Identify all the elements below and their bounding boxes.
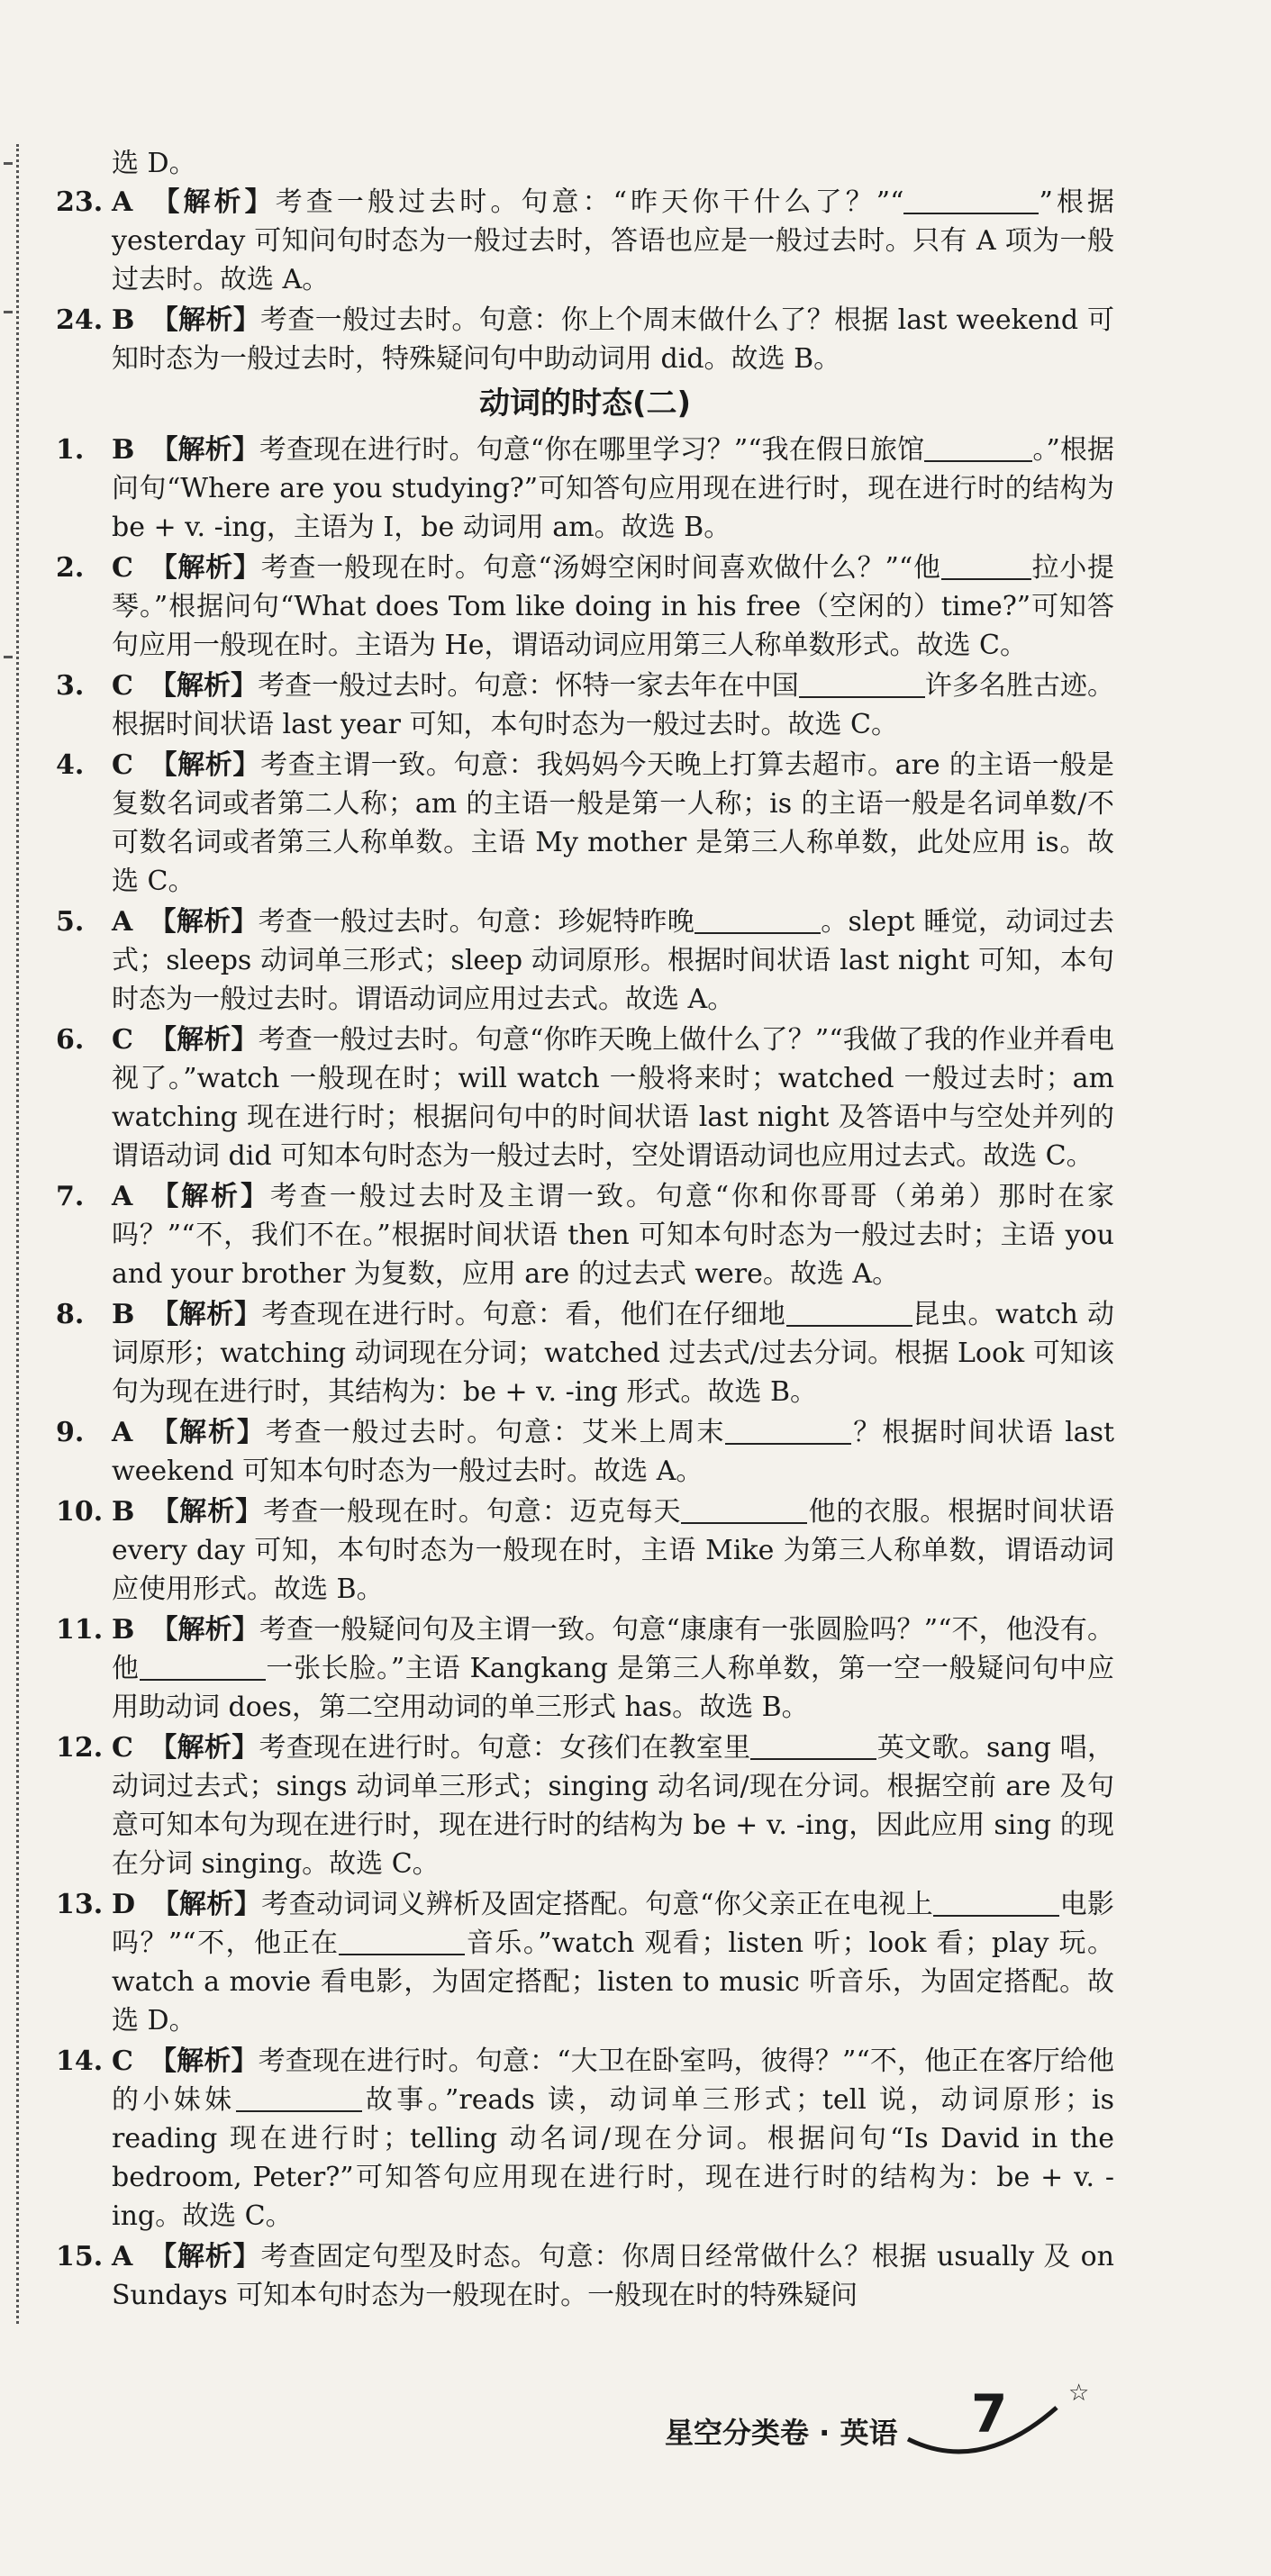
explanation-item xyxy=(56,549,1114,665)
item-number: 24. xyxy=(56,304,104,336)
section-items xyxy=(56,431,1114,2315)
item-body xyxy=(112,2042,1114,2236)
answer-letter: B xyxy=(112,1299,135,1330)
star-icon: ☆ xyxy=(1068,2380,1090,2407)
explanation-item xyxy=(56,1177,1114,1293)
fill-in-blank xyxy=(339,1928,465,1955)
item-number: 5. xyxy=(56,906,85,938)
explanation-text: 考查一般现在时。句意：迈克每天 xyxy=(263,1496,682,1528)
explanation-text: 考查主谓一致。句意：我妈妈今天晚上打算去超市。are 的主语一般是复数名词或者第二人称；am 的主语一般是第一人称；is 的主语一般是名词单数/不可数名词或者第三人称单数。主语 My mother 是第三人称单数，此处应用 is。故选 C。 xyxy=(112,749,1114,897)
explanation-text: 考查一般过去时。句意“你昨天晚上做什么了？”“我做了我的作业并看电视了。”watch 一般现在时；will watch 一般将来时；watched 一般过去时；am watching 现在进行时；根据问句中的时间状语 last night 及答语中与空处并列的谓语动词 did 可知本句时态为一般过去时，空处谓语动词也应用过去式。故选 C。 xyxy=(112,1024,1115,1172)
explanation-text: 考查动词词义辨析及固定搭配。句意“你父亲正在电视上 xyxy=(261,1889,934,1920)
analysis-tag: 【解析】 xyxy=(150,304,261,336)
analysis-tag: 【解析】 xyxy=(149,1732,259,1764)
answer-letter: A xyxy=(112,906,133,938)
explanation-item xyxy=(56,1492,1114,1609)
analysis-tag: 【解析】 xyxy=(151,1889,262,1920)
explanation-text: 考查现在进行时。句意：女孩们在教室里 xyxy=(259,1732,751,1764)
section-heading: 动词的时态(二) xyxy=(478,385,692,422)
fill-in-blank xyxy=(140,1654,266,1681)
explanation-text: 考查一般过去时及主谓一致。句意“你和你哥哥（弟弟）那时在家吗？”“不，我们不在。”根据时间状语 then 可知本句时态为一般过去时；主语 you and your brother 为复数，应用 are 的过去式 were。故选 A。 xyxy=(112,1181,1114,1290)
explanation-text: 考查一般现在时。句意“汤姆空闲时间喜欢做什么？”“他 xyxy=(260,552,941,584)
analysis-tag: 【解析】 xyxy=(150,1614,259,1646)
explanation-item xyxy=(56,667,1114,744)
item-body xyxy=(112,1295,1114,1411)
analysis-tag: 【解析】 xyxy=(149,670,259,702)
item-body xyxy=(112,1728,1114,1883)
fill-in-blank xyxy=(903,187,1039,214)
answer-letter: B xyxy=(112,1614,135,1646)
item-number: 1. xyxy=(56,434,85,466)
fill-in-blank xyxy=(933,1890,1059,1917)
item-number: 15. xyxy=(56,2241,104,2272)
explanation-text: 考查一般过去时。句意：“昨天你干什么了？”“ xyxy=(275,186,904,218)
explanation-text: 。slept 睡觉，动词过去式；sleeps 动词单三形式；sleep 动词原形。根据时间状语 last night 可知，本句时态为一般过去时。谓语动词应用过去式。故选 A。 xyxy=(112,906,1115,1015)
explanation-text: 考查一般疑问句及主谓一致。句意“康康有一张圆脸吗？”“不，他没有。他 xyxy=(112,1614,1115,1684)
previous-section-items xyxy=(56,183,1114,378)
explanation-item xyxy=(56,1020,1114,1175)
explanation-text: 许多名胜古迹。根据时间状语 last year 可知，本句时态为一般过去时。故选 C。 xyxy=(112,670,1115,740)
item-number: 10. xyxy=(56,1496,104,1528)
explanation-item xyxy=(56,2042,1114,2236)
answer-explanations xyxy=(56,144,1114,2317)
item-number: 4. xyxy=(56,749,85,781)
analysis-tag: 【解析】 xyxy=(149,2241,261,2272)
fill-in-blank xyxy=(799,671,925,698)
explanation-text: 英文歌。sang 唱，动词过去式；sings 动词单三形式；singing 动名词/现在分词。根据空前 are 及句意可知本句为现在进行时，现在进行时的结构为 be + v. -ing，因此应用 sing 的现在分词 singing。故选 C。 xyxy=(112,1732,1115,1880)
explanation-text: 考查一般过去时。句意：珍妮特昨晚 xyxy=(258,906,695,938)
fill-in-blank xyxy=(941,553,1031,580)
analysis-tag: 【解析】 xyxy=(150,434,259,466)
explanation-item xyxy=(56,301,1114,378)
fill-in-blank xyxy=(695,907,821,934)
analysis-tag: 【解析】 xyxy=(149,1181,270,1212)
explanation-text: 考查现在进行时。句意：看，他们在仔细地 xyxy=(261,1299,786,1330)
explanation-text: 考查现在进行时。句意“你在哪里学习？”“我在假日旅馆 xyxy=(259,434,925,466)
answer-letter: C xyxy=(112,1732,133,1764)
answer-letter: A xyxy=(112,186,133,218)
fill-in-blank xyxy=(236,2085,362,2112)
item-body xyxy=(112,1610,1114,1727)
explanation-text: ”根据 yesterday 可知问句时态为一般过去时，答语也应是一般过去时。只有 A 项为一般过去时。故选 A。 xyxy=(112,186,1114,295)
answer-letter: C xyxy=(112,2045,133,2077)
item-body xyxy=(112,1413,1114,1491)
analysis-tag: 【解析】 xyxy=(149,1417,266,1448)
explanation-text: 考查一般过去时。句意：怀特一家去年在中国 xyxy=(258,670,799,702)
item-number: 11. xyxy=(56,1614,104,1646)
page-footer xyxy=(665,2376,1097,2475)
item-body xyxy=(112,746,1114,901)
answer-letter: B xyxy=(112,304,135,336)
answer-letter: A xyxy=(112,1417,133,1448)
explanation-item xyxy=(56,746,1114,901)
item-number: 12. xyxy=(56,1732,104,1764)
item-body xyxy=(112,431,1114,547)
item-body xyxy=(112,1177,1114,1293)
item-body xyxy=(112,183,1114,299)
explanation-item xyxy=(56,1728,1114,1883)
item-body xyxy=(112,1492,1114,1609)
fill-in-blank xyxy=(924,435,1032,462)
analysis-tag: 【解析】 xyxy=(149,186,276,218)
explanation-text: 考查固定句型及时态。句意：你周日经常做什么？根据 usually 及 on Sundays 可知本句时态为一般现在时。一般现在时的特殊疑问 xyxy=(112,2241,1115,2311)
explanation-item xyxy=(56,1413,1114,1491)
explanation-text: 电影吗？”“不，他正在 xyxy=(112,1889,1115,1959)
series-title: 星空分类卷 · 英语 xyxy=(665,2416,898,2450)
explanation-text: ？根据时间状语 last weekend 可知本句时态为一般过去时。故选 A。 xyxy=(112,1417,1115,1487)
explanation-text: 一张长脸。”主语 Kangkang 是第三人称单数，第一空一般疑问句中应用助动词 does，第二空用动词的单三形式 has。故选 B。 xyxy=(112,1653,1115,1723)
item-number: 9. xyxy=(56,1417,85,1448)
analysis-tag: 【解析】 xyxy=(149,749,261,781)
explanation-text: 故事。”reads 读，动词单三形式；tell 说，动词原形；is reading 现在进行时；telling 动名词/现在分词。根据问句“Is David in the bedroom, Peter?”可知答句应用现在进行时，现在进行时的结构为：be + v. -ing。故选 C。 xyxy=(112,2084,1115,2232)
analysis-tag: 【解析】 xyxy=(149,906,259,938)
fill-in-blank xyxy=(750,1733,876,1760)
explanation-text: 拉小提琴。”根据问句“What does Tom like doing in his free（空闲的）time?”可知答句应用一般现在时。主语为 He，谓语动词应用第三人称单数形式。故选 C。 xyxy=(112,552,1115,661)
item-body xyxy=(112,2237,1114,2315)
item-number: 23. xyxy=(56,186,104,218)
item-number: 8. xyxy=(56,1299,85,1330)
item-number: 3. xyxy=(56,670,85,702)
item-body xyxy=(112,549,1114,665)
item-number: 7. xyxy=(56,1181,85,1212)
explanation-text: 考查现在进行时。句意：“大卫在卧室吗，彼得？”“不，他正在客厅给他的小妹妹 xyxy=(112,2045,1115,2116)
answer-letter: B xyxy=(112,434,135,466)
explanation-item xyxy=(56,1885,1114,2040)
explanation-item xyxy=(56,183,1114,299)
explanation-item xyxy=(56,1610,1114,1727)
answer-letter: A xyxy=(112,1181,133,1212)
analysis-tag: 【解析】 xyxy=(149,1024,259,1056)
explanation-item xyxy=(56,1295,1114,1411)
answer-letter: B xyxy=(112,1496,135,1528)
item-body xyxy=(112,1885,1114,2040)
item-body xyxy=(112,667,1114,744)
margin-tick xyxy=(4,656,13,658)
item-body xyxy=(112,301,1114,378)
binding-margin-dotted-line xyxy=(16,144,19,2324)
answer-letter: C xyxy=(112,552,133,584)
item-body xyxy=(112,903,1114,1019)
answer-letter: A xyxy=(112,2241,133,2272)
item-number: 14. xyxy=(56,2045,104,2077)
answer-letter: C xyxy=(112,749,133,781)
item-body xyxy=(112,1020,1114,1175)
analysis-tag: 【解析】 xyxy=(149,552,261,584)
analysis-tag: 【解析】 xyxy=(150,1496,264,1528)
answer-letter: C xyxy=(112,670,133,702)
explanation-text: 他的衣服。根据时间状语 every day 可知，本句时态为一般现在时，主语 Mike 为第三人称单数，谓语动词应使用形式。故选 B。 xyxy=(112,1496,1115,1605)
margin-tick xyxy=(4,162,13,165)
explanation-text: 考查一般过去时。句意：艾米上周末 xyxy=(265,1417,726,1448)
explanation-text: 昆虫。watch 动词原形；watching 动词现在分词；watched 过去式/过去分词。根据 Look 可知该句为现在进行时，其结构为：be + v. -ing 形式。故选 B。 xyxy=(112,1299,1115,1408)
item-number: 2. xyxy=(56,552,85,584)
fill-in-blank xyxy=(786,1300,912,1327)
continued-line: 选 D。 xyxy=(112,148,196,179)
item-number: 13. xyxy=(56,1889,104,1920)
page-number: 7 xyxy=(971,2383,1008,2444)
answer-letter: C xyxy=(112,1024,133,1056)
explanation-item xyxy=(56,431,1114,547)
explanation-item xyxy=(56,903,1114,1019)
explanation-text: 音乐。”watch 观看；listen 听；look 看；play 玩。watch a movie 看电影，为固定搭配；listen to music 听音乐，为固定搭配。故选 D。 xyxy=(112,1927,1114,2036)
fill-in-blank xyxy=(681,1497,807,1524)
fill-in-blank xyxy=(725,1418,851,1445)
explanation-text: 。”根据问句“Where are you studying?”可知答句应用现在进行时，现在进行时的结构为 be + v. -ing，主语为 I，be 动词用 am。故选 B。 xyxy=(112,434,1115,543)
explanation-text: 考查一般过去时。句意：你上个周末做什么了？根据 last weekend 可知时态为一般过去时，特殊疑问句中助动词用 did。故选 B。 xyxy=(112,304,1114,375)
analysis-tag: 【解析】 xyxy=(149,2045,259,2077)
margin-tick xyxy=(4,311,13,313)
answer-letter: D xyxy=(112,1889,136,1920)
analysis-tag: 【解析】 xyxy=(150,1299,262,1330)
item-number: 6. xyxy=(56,1024,85,1056)
explanation-item xyxy=(56,2237,1114,2315)
